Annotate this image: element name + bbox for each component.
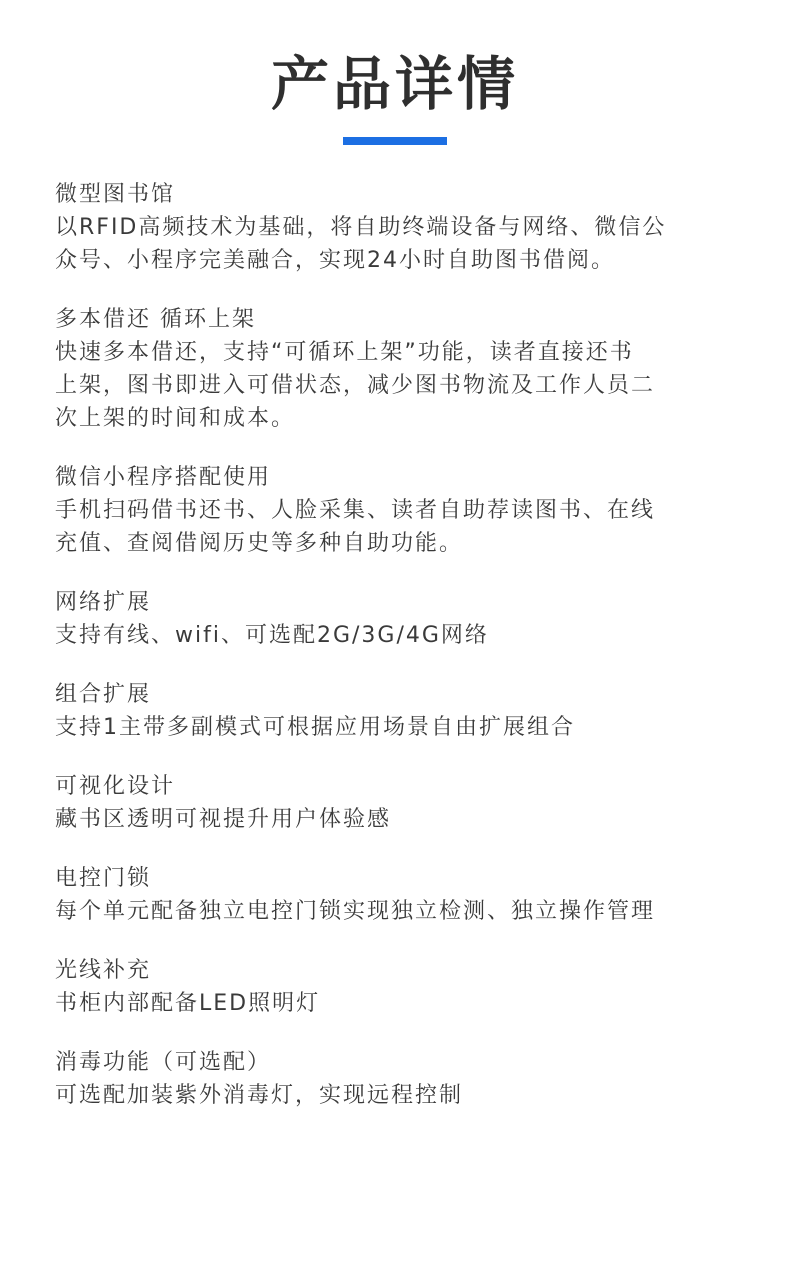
section-combination [55, 678, 745, 744]
section-title: 光线补充 [55, 958, 152, 983]
page-title: 产品详情 [270, 50, 519, 118]
section-electric-lock [55, 862, 745, 928]
title-underline [343, 137, 447, 145]
section-wechat-miniprogram [55, 461, 745, 560]
section-mini-library [55, 178, 745, 277]
content-body [55, 178, 745, 1138]
section-visual-design [55, 770, 745, 836]
section-text-line: 手机扫码借书还书、人脸采集、读者自助荐读图书、在线 [55, 498, 656, 523]
section-network [55, 586, 745, 652]
section-text-line: 快速多本借还，支持“可循环上架”功能，读者直接还书 [55, 340, 634, 365]
section-text-line: 众号、小程序完美融合，实现24小时自助图书借阅。 [55, 248, 615, 273]
section-title: 消毒功能（可选配） [55, 1050, 272, 1075]
section-title: 网络扩展 [55, 590, 152, 615]
section-text-line: 书柜内部配备LED照明灯 [55, 991, 321, 1016]
section-disinfection [55, 1046, 745, 1112]
section-title: 组合扩展 [55, 682, 152, 707]
section-text-line: 藏书区透明可视提升用户体验感 [55, 807, 392, 832]
section-title: 微型图书馆 [55, 182, 176, 207]
section-text-line: 可选配加装紫外消毒灯，实现远程控制 [55, 1083, 464, 1108]
section-title: 微信小程序搭配使用 [55, 465, 272, 490]
section-text-line: 充值、查阅借阅历史等多种自助功能。 [55, 531, 464, 556]
section-title: 可视化设计 [55, 774, 176, 799]
section-title: 电控门锁 [55, 866, 152, 891]
section-text-line: 支持1主带多副模式可根据应用场景自由扩展组合 [55, 715, 575, 740]
section-text-line: 以RFID高频技术为基础，将自助终端设备与网络、微信公 [55, 215, 667, 240]
section-lighting [55, 954, 745, 1020]
section-text-line: 支持有线、wifi、可选配2G/3G/4G网络 [55, 623, 489, 648]
section-borrow-return [55, 303, 745, 435]
section-text-line: 上架，图书即进入可借状态，减少图书物流及工作人员二 [55, 373, 656, 398]
section-title: 多本借还 循环上架 [55, 307, 256, 332]
section-text-line: 每个单元配备独立电控门锁实现独立检测、独立操作管理 [55, 899, 656, 924]
section-text-line: 次上架的时间和成本。 [55, 406, 296, 431]
